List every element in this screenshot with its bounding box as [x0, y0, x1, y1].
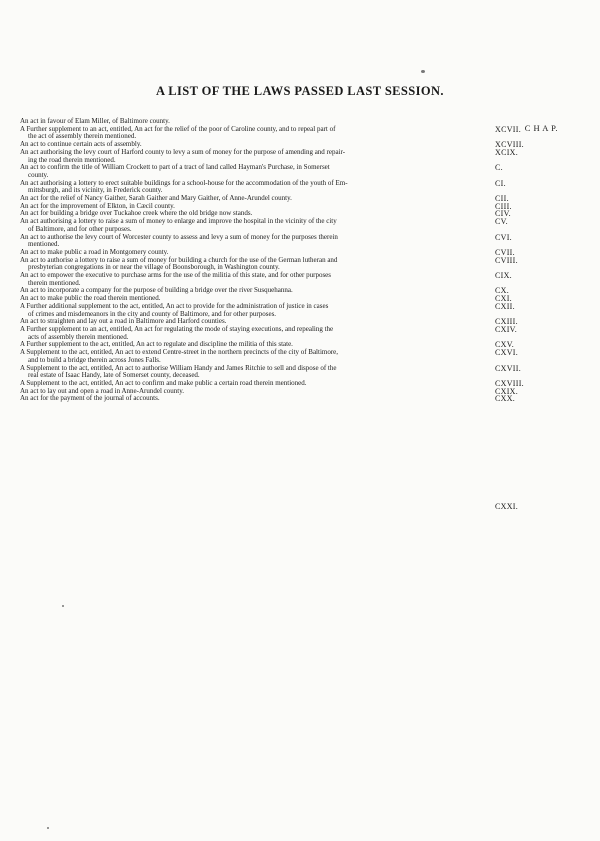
law-entry	[20, 180, 555, 195]
chapter-number: CVI.	[495, 232, 512, 242]
law-text	[20, 303, 496, 318]
law-line: ing the road therein mentioned.	[28, 155, 116, 164]
law-line: A Further supplement to the act, entitled, An act to regulate and discipline the militia of this state.	[20, 340, 293, 349]
chapter-number: CXXI.	[495, 502, 519, 511]
law-line: An act to authorise a lottery to raise a sum of money for building a church for the use of the German lutheran and	[20, 255, 338, 264]
law-line: the act of assembly therein mentioned.	[28, 132, 137, 141]
law-line: An act to empower the executive to purchase arms for the use of the militia of this state, and for other purposes	[20, 271, 332, 280]
law-entry	[20, 365, 555, 380]
law-text	[20, 272, 496, 287]
law-line: An act authorising a lottery to raise a sum of money to enlarge and improve the hospital in the vicinity of the city	[20, 217, 337, 226]
law-entry	[20, 272, 555, 287]
law-line: An act to straighten and lay out a road in Baltimore and Harford counties.	[20, 317, 227, 326]
law-entry	[20, 395, 555, 403]
chapter-number: CXIV.	[495, 324, 518, 334]
law-text	[20, 365, 496, 380]
law-line: An act authorising the levy court of Harford county to levy a sum of money for the purpose of amending and repair-	[20, 147, 346, 156]
law-entry	[20, 149, 555, 164]
law-line: An act to make public a road in Montgomery county.	[20, 247, 169, 256]
law-entry	[20, 126, 555, 141]
chapter-number: CVIII.	[495, 255, 518, 265]
law-text	[20, 218, 496, 233]
law-line: acts of assembly therein mentioned.	[28, 332, 129, 341]
law-line: of crimes and misdemeanors in the city and county of Baltimore, and for other purposes.	[28, 309, 277, 318]
law-line: county.	[28, 170, 49, 179]
law-line: therein mentioned.	[28, 278, 81, 287]
law-line: A Further supplement to an act, entitled, An act for the relief of the poor of Caroline county, and to repeal part of	[20, 124, 336, 133]
chapter-number: CIV.	[495, 209, 511, 219]
law-text	[20, 149, 496, 164]
law-line: presbyterian congregations in or near the village of Boonsborough, in Washington county.	[28, 263, 280, 272]
law-line: A Further additional supplement to the act, entitled, An act to provide for the administration of justice in cases	[20, 301, 329, 310]
law-line: A Supplement to the act, entitled, An act to authorise William Handy and James Ritchie to sell and dispose of the	[20, 363, 337, 372]
chapter-number: CIX.	[495, 271, 512, 281]
law-text	[20, 234, 496, 249]
law-line: real estate of Isaac Handy, late of Somerset county, deceased.	[28, 371, 200, 380]
ink-spot	[62, 605, 64, 607]
law-entry	[20, 349, 555, 364]
chapter-number: CXX.	[495, 394, 516, 404]
law-line: An act to lay out and open a road in Anne-Arundel county.	[20, 386, 185, 395]
law-line: An act to make public the road therein mentioned.	[20, 294, 161, 303]
chapter-number: CV.	[495, 217, 508, 227]
law-line: An act for the payment of the journal of accounts.	[20, 394, 160, 403]
chapter-number: CXII.	[495, 301, 515, 311]
chapter-number: CI.	[495, 178, 506, 188]
law-entry	[20, 234, 555, 249]
laws-list	[20, 118, 555, 403]
law-line: An act to authorise the levy court of Worcester county to assess and levy a sum of money for the purposes therein	[20, 232, 338, 241]
law-entry	[20, 164, 555, 179]
law-entry	[20, 257, 555, 272]
chapter-number: CXVI.	[495, 348, 519, 358]
law-line: An act to incorporate a company for the purpose of building a bridge over the river Susquehanna.	[20, 286, 293, 295]
chapter-number: CXI.	[495, 294, 512, 304]
law-line: An act authorising a lottery to erect suitable buildings for a school-house for the accommodation of the youth of Em-	[20, 178, 348, 187]
law-text	[20, 326, 496, 341]
chapter-number: CII.	[495, 194, 509, 204]
page-title: A LIST OF THE LAWS PASSED LAST SESSION.	[156, 84, 444, 98]
law-text	[20, 164, 496, 179]
chapter-number: C.	[495, 163, 503, 173]
chapter-number: XCIX.	[495, 147, 519, 157]
chapter-number: XCVIII.	[495, 140, 524, 150]
law-entry	[20, 326, 555, 341]
chapter-number: CXV.	[495, 340, 515, 350]
chapter-number: CXVII.	[495, 363, 522, 373]
ink-spot	[421, 70, 425, 73]
law-line: An act for building a bridge over Tuckahoe creek where the old bridge now stands.	[20, 209, 253, 218]
law-line: An act in favour of Elam Miller, of Baltimore county.	[20, 117, 170, 125]
law-line: mittsburgh, and its vicinity, in Frederick county.	[28, 186, 163, 195]
law-line: An act for the improvement of Elkton, in Cæcil county.	[20, 201, 175, 210]
ink-spot	[47, 827, 49, 829]
law-line: mentioned.	[28, 240, 60, 249]
law-line: and to build a bridge therein across Jones Falls.	[28, 355, 161, 364]
law-text	[20, 180, 496, 195]
law-line: A Supplement to the act, entitled, An act to extend Centre-street in the northern precincts of the city of Baltimore,	[20, 348, 339, 357]
chapter-number: CX.	[495, 286, 510, 296]
chapter-number: XCVII.	[495, 124, 522, 134]
chapter-number: CXIII.	[495, 317, 518, 327]
law-entry	[20, 218, 555, 233]
law-text	[20, 349, 496, 364]
chapter-number: CIII.	[495, 201, 512, 211]
law-line: An act to continue certain acts of assembly.	[20, 140, 142, 149]
law-line: A Further supplement to an act, entitled, An act for regulating the mode of staying executions, and repealing the	[20, 324, 334, 333]
law-line: of Baltimore, and for other purposes.	[28, 224, 132, 233]
chapter-number: CXVIII.	[495, 378, 524, 388]
law-line: An act for the relief of Nancy Gaither, Sarah Gaither and Mary Gaither, of Anne-Arundel county.	[20, 194, 292, 203]
law-entry	[20, 303, 555, 318]
law-line: An act to confirm the title of William Crockett to part of a tract of land called Hayman's Purchase, in Somerset	[20, 163, 330, 172]
law-text	[20, 395, 496, 403]
law-text	[20, 257, 496, 272]
law-text	[20, 126, 496, 141]
chapter-number: CVII.	[495, 247, 515, 257]
chapter-header: C H A P.	[524, 123, 558, 133]
law-line: A Supplement to the act, entitled, An act to confirm and make public a certain road therein mentioned.	[20, 378, 307, 387]
chapter-number: CXIX.	[495, 386, 519, 396]
